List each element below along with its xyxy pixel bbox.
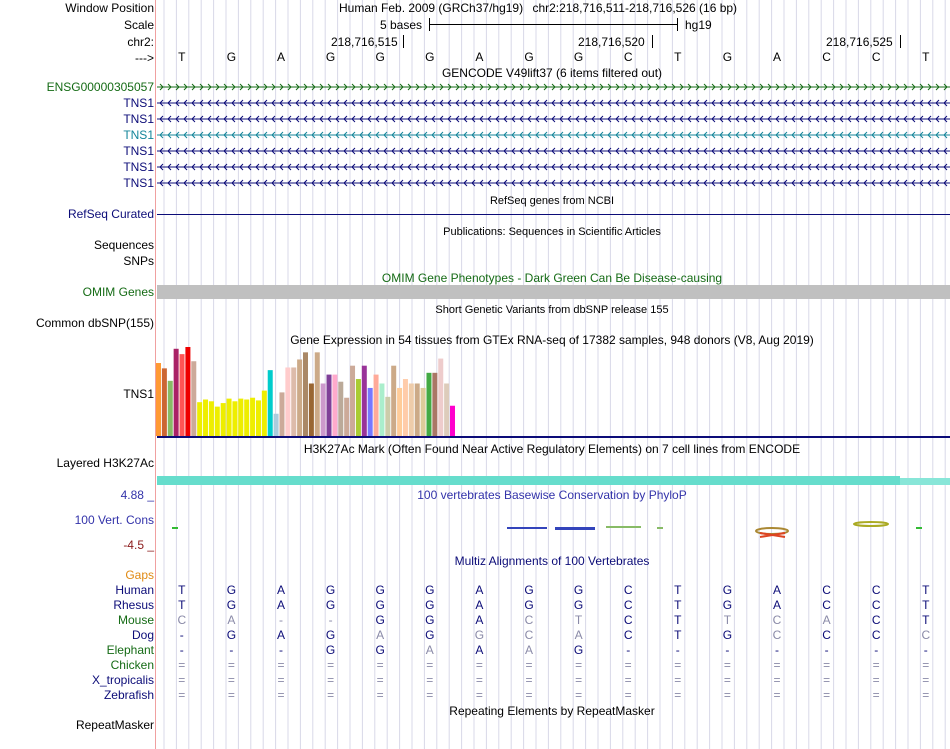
h3k27ac-label[interactable]: Layered H3K27Ac (56, 456, 154, 470)
publications-sequences-label[interactable]: Sequences (93, 238, 154, 252)
phylop-mark (657, 527, 663, 529)
multiz-aligned-base: - (279, 643, 283, 657)
omim-title: OMIM Gene Phenotypes - Dark Green Can Be Disease-causing (381, 271, 723, 285)
multiz-aligned-base: T (178, 598, 186, 612)
multiz-aligned-base: = (624, 658, 632, 672)
multiz-aligned-base: C (524, 628, 534, 642)
multiz-aligned-base: = (525, 673, 533, 687)
multiz-aligned-base: = (178, 658, 186, 672)
coord-tick-label: 218,716,515 (331, 35, 398, 49)
phylop-label[interactable]: 100 Vert. Cons (74, 513, 154, 527)
gencode-gene-label[interactable]: TNS1 (123, 128, 154, 142)
multiz-aligned-base: = (723, 673, 731, 687)
sequence-base: G (375, 50, 385, 64)
multiz-aligned-base: - (923, 643, 928, 657)
multiz-aligned-base: A (772, 583, 781, 597)
multiz-aligned-base: C (623, 613, 633, 627)
multiz-aligned-base: C (623, 598, 633, 612)
assembly-name: Human Feb. 2009 (GRCh37/hg19) (339, 1, 524, 15)
sequence-base: G (524, 50, 534, 64)
multiz-aligned-base: = (525, 658, 533, 672)
sequence-base: G (325, 50, 336, 64)
refseq-label[interactable]: RefSeq Curated (67, 207, 154, 221)
multiz-aligned-base: = (327, 658, 335, 672)
multiz-aligned-base: T (574, 613, 583, 627)
multiz-aligned-base: = (674, 658, 682, 672)
multiz-aligned-base: A (276, 628, 285, 642)
multiz-aligned-base: - (179, 628, 184, 642)
multiz-aligned-base: T (674, 598, 682, 612)
multiz-aligned-base: - (179, 643, 184, 657)
sequence-base: A (772, 50, 781, 64)
dbsnp-title: Short Genetic Variants from dbSNP release 155 (435, 304, 669, 316)
multiz-aligned-base: G (573, 583, 584, 597)
multiz-aligned-base: G (722, 628, 733, 642)
multiz-aligned-base: = (475, 688, 483, 702)
multiz-aligned-base: - (279, 613, 283, 627)
sequence-base: C (623, 50, 633, 64)
multiz-aligned-base: = (823, 673, 831, 687)
multiz-aligned-base: = (624, 688, 632, 702)
multiz-aligned-base: G (325, 628, 336, 642)
multiz-aligned-base: A (772, 598, 781, 612)
multiz-species-label[interactable]: Human (115, 583, 154, 597)
multiz-aligned-base: A (822, 613, 831, 627)
multiz-aligned-base: A (227, 613, 236, 627)
multiz-aligned-base: C (177, 613, 187, 627)
sequence-base: G (573, 50, 584, 64)
multiz-aligned-base: = (376, 688, 384, 702)
multiz-aligned-base: = (277, 673, 285, 687)
publications-title: Publications: Sequences in Scientific Articles (443, 226, 661, 238)
multiz-aligned-base: = (277, 688, 285, 702)
h3k27ac-title: H3K27Ac Mark (Often Found Near Active Regulatory Elements) on 7 cell lines from ENCODE (303, 442, 801, 456)
multiz-aligned-base: = (823, 688, 831, 702)
window-position-label: Window Position (65, 1, 154, 15)
multiz-aligned-base: T (674, 613, 682, 627)
sequence-base: G (425, 50, 435, 64)
sequence-base: T (922, 50, 930, 64)
multiz-aligned-base: - (229, 643, 234, 657)
multiz-aligned-base: = (227, 673, 235, 687)
multiz-aligned-base: C (623, 628, 633, 642)
multiz-aligned-base: A (475, 598, 484, 612)
multiz-species-label[interactable]: Chicken (110, 658, 154, 672)
multiz-aligned-base: T (922, 613, 930, 627)
multiz-aligned-base: G (226, 598, 237, 612)
multiz-aligned-base: G (325, 643, 336, 657)
multiz-aligned-base: = (872, 673, 880, 687)
multiz-aligned-base: = (872, 688, 880, 702)
sequence-base: A (475, 50, 484, 64)
sequence-base: G (722, 50, 733, 64)
gencode-gene-label[interactable]: TNS1 (123, 96, 154, 110)
multiz-aligned-base: T (178, 583, 186, 597)
multiz-gaps-label[interactable]: Gaps (125, 568, 154, 582)
gencode-gene-label[interactable]: TNS1 (123, 112, 154, 126)
multiz-species-label[interactable]: Zebrafish (103, 688, 154, 702)
multiz-aligned-base: C (772, 628, 782, 642)
multiz-aligned-base: G (325, 583, 336, 597)
multiz-aligned-base: G (573, 598, 584, 612)
omim-label[interactable]: OMIM Genes (82, 285, 154, 299)
multiz-aligned-base: - (328, 613, 333, 627)
multiz-aligned-base: T (922, 598, 930, 612)
multiz-aligned-base: C (871, 628, 881, 642)
multiz-aligned-base: T (674, 628, 682, 642)
phylop-mark (854, 522, 888, 526)
repeatmasker-title: Repeating Elements by RepeatMasker (449, 704, 655, 718)
multiz-aligned-base: C (822, 583, 831, 597)
scale-db: hg19 (685, 18, 712, 32)
multiz-aligned-base: G (375, 643, 385, 657)
multiz-species-label[interactable]: Elephant (106, 643, 154, 657)
multiz-aligned-base: = (773, 688, 781, 702)
multiz-aligned-base: = (773, 673, 781, 687)
multiz-aligned-base: = (426, 658, 434, 672)
multiz-species-label[interactable]: Dog (131, 628, 154, 642)
multiz-aligned-base: C (871, 613, 881, 627)
multiz-aligned-base: = (624, 673, 632, 687)
multiz-aligned-base: A (524, 643, 533, 657)
multiz-aligned-base: = (376, 658, 384, 672)
multiz-aligned-base: G (722, 598, 733, 612)
sequence-base: C (822, 50, 831, 64)
multiz-aligned-base: A (276, 598, 285, 612)
gencode-gene-label[interactable]: ENSG00000305057 (46, 80, 154, 94)
phylop-mark (507, 527, 547, 529)
multiz-aligned-base: = (575, 658, 583, 672)
multiz-aligned-base: = (922, 673, 930, 687)
multiz-aligned-base: G (375, 583, 385, 597)
multiz-aligned-base: = (773, 658, 781, 672)
multiz-aligned-base: C (822, 598, 831, 612)
multiz-aligned-base: - (675, 643, 680, 657)
gencode-gene-label[interactable]: TNS1 (123, 144, 154, 158)
multiz-aligned-base: G (226, 583, 237, 597)
multiz-aligned-base: T (723, 613, 732, 627)
multiz-aligned-base: = (327, 673, 335, 687)
multiz-aligned-base: G (722, 583, 733, 597)
phylop-max-label: 4.88 _ (120, 488, 154, 502)
phylop-mark (606, 526, 641, 528)
multiz-aligned-base: C (871, 598, 881, 612)
multiz-aligned-base: = (227, 688, 235, 702)
multiz-aligned-base: A (475, 583, 484, 597)
multiz-aligned-base: = (674, 688, 682, 702)
coord-tick-label: 218,716,525 (826, 35, 893, 49)
multiz-aligned-base: A (574, 628, 583, 642)
multiz-aligned-base: = (674, 673, 682, 687)
multiz-aligned-base: = (872, 658, 880, 672)
multiz-aligned-base: = (823, 658, 831, 672)
phylop-mark (555, 527, 595, 530)
sequence-base: G (226, 50, 237, 64)
multiz-aligned-base: = (922, 688, 930, 702)
multiz-aligned-base: G (425, 628, 435, 642)
sequence-base: T (178, 50, 186, 64)
multiz-aligned-base: = (723, 688, 731, 702)
multiz-aligned-base: - (775, 643, 779, 657)
phylop-min-label: -4.5 _ (123, 538, 154, 552)
multiz-aligned-base: = (277, 658, 285, 672)
gtex-title: Gene Expression in 54 tissues from GTEx RNA-seq of 17382 samples, 948 donors (V8, Aug 2019) (290, 333, 814, 347)
multiz-aligned-base: C (921, 628, 931, 642)
multiz-species-label[interactable]: Mouse (117, 613, 154, 627)
multiz-aligned-base: = (922, 658, 930, 672)
multiz-aligned-base: - (626, 643, 631, 657)
repeatmasker-label[interactable]: RepeatMasker (75, 718, 154, 732)
multiz-aligned-base: - (874, 643, 879, 657)
multiz-aligned-base: T (922, 583, 930, 597)
gencode-gene-label[interactable]: TNS1 (123, 160, 154, 174)
multiz-aligned-base: = (376, 673, 384, 687)
multiz-aligned-base: C (822, 628, 831, 642)
multiz-aligned-base: - (725, 643, 730, 657)
multiz-aligned-base: A (425, 643, 434, 657)
multiz-aligned-base: G (474, 628, 485, 642)
multiz-aligned-base: = (327, 688, 335, 702)
multiz-aligned-base: G (375, 598, 385, 612)
multiz-aligned-base: - (824, 643, 829, 657)
multiz-aligned-base: A (276, 583, 285, 597)
multiz-aligned-base: = (575, 673, 583, 687)
multiz-aligned-base: = (475, 673, 483, 687)
multiz-aligned-base: C (772, 613, 782, 627)
dbsnp-label[interactable]: Common dbSNP(155) (35, 316, 154, 330)
multiz-aligned-base: = (723, 658, 731, 672)
gtex-gene-label[interactable]: TNS1 (123, 387, 154, 401)
multiz-aligned-base: C (524, 613, 534, 627)
multiz-aligned-base: C (623, 583, 633, 597)
multiz-aligned-base: G (524, 598, 534, 612)
multiz-aligned-base: = (575, 688, 583, 702)
sequence-base: C (871, 50, 881, 64)
publications-snps-label[interactable]: SNPs (123, 254, 154, 268)
multiz-title: Multiz Alignments of 100 Vertebrates (454, 554, 650, 568)
phylop-title: 100 vertebrates Basewise Conservation by PhyloP (417, 488, 687, 502)
multiz-aligned-base: = (426, 688, 434, 702)
gencode-gene-label[interactable]: TNS1 (123, 176, 154, 190)
coord-tick-label: 218,716,520 (578, 35, 645, 49)
phylop-mark (172, 527, 178, 529)
multiz-aligned-base: = (525, 688, 533, 702)
multiz-aligned-base: A (475, 613, 484, 627)
multiz-aligned-base: = (227, 658, 235, 672)
multiz-species-label[interactable]: Rhesus (113, 598, 154, 612)
gencode-title: GENCODE V49lift37 (6 items filtered out) (441, 66, 663, 80)
multiz-aligned-base: G (524, 583, 534, 597)
sequence-base: A (276, 50, 285, 64)
refseq-title: RefSeq genes from NCBI (489, 195, 615, 207)
multiz-aligned-base: G (573, 643, 584, 657)
strand-arrow-label: ---> (135, 51, 154, 65)
multiz-aligned-base: G (375, 613, 385, 627)
multiz-aligned-base: G (325, 598, 336, 612)
multiz-aligned-base: T (674, 583, 682, 597)
scale-label: Scale (123, 18, 154, 32)
chr-label: chr2: (127, 35, 154, 49)
multiz-aligned-base: G (425, 583, 435, 597)
multiz-aligned-base: A (376, 628, 385, 642)
multiz-aligned-base: A (475, 643, 484, 657)
multiz-aligned-base: C (871, 583, 881, 597)
multiz-aligned-base: = (178, 688, 186, 702)
scale-text: 5 bases (380, 18, 423, 32)
multiz-species-label[interactable]: X_tropicalis (91, 673, 154, 687)
multiz-aligned-base: G (425, 613, 435, 627)
multiz-aligned-base: G (425, 598, 435, 612)
multiz-aligned-base: G (226, 628, 237, 642)
multiz-aligned-base: = (426, 673, 434, 687)
sequence-base: T (674, 50, 682, 64)
position-range[interactable]: chr2:218,716,511-218,716,526 (16 bp) (532, 1, 738, 15)
multiz-aligned-base: = (475, 658, 483, 672)
multiz-aligned-base: = (178, 673, 186, 687)
phylop-mark (916, 527, 922, 529)
